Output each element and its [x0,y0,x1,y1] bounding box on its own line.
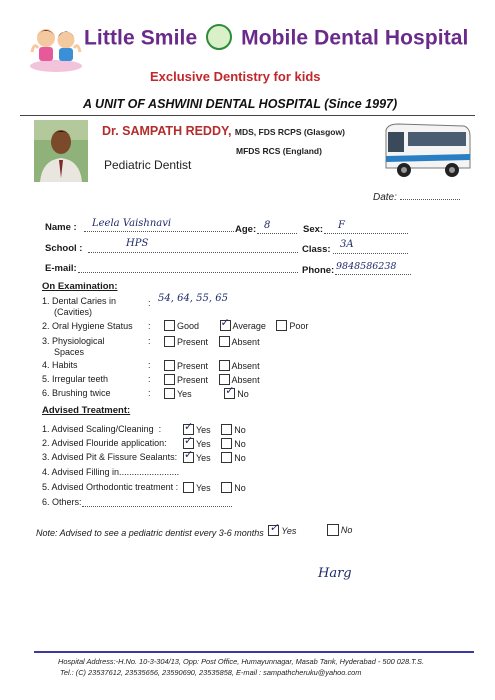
exam-label-2: (Cavities) [54,307,93,317]
option-present[interactable] [164,360,208,371]
doctor-quals2: MFDS RCS (England) [236,146,322,156]
exam-num: 6. [42,388,50,398]
option-label: Absent [231,374,260,385]
caries-value: 54, 64, 55, 65 [158,293,228,304]
email-label: E-mail: [45,263,77,274]
exam-label-2: Spaces [54,347,85,357]
class-field[interactable] [333,253,408,254]
treat-row-1 [42,424,161,434]
date-label-text: Date: [373,192,397,203]
checkbox-checked[interactable] [183,452,194,463]
checkbox[interactable] [221,424,232,435]
option-label: Present [177,360,209,371]
option-no[interactable] [221,424,246,435]
checkbox-checked[interactable] [268,525,279,536]
others-field[interactable] [82,506,232,507]
treat-row-6 [42,497,82,507]
date-field[interactable] [400,199,460,200]
checkbox[interactable] [221,452,232,463]
hospital-title [84,26,469,52]
bus-icon [380,120,472,182]
option-label: Yes [196,452,211,463]
name-value: Leela Vaishnavi [92,218,172,229]
colon: : [148,336,151,346]
school-label: School : [45,243,83,254]
exam-row-1 [42,296,116,306]
signature: Harg [318,566,352,581]
treat-options-1 [183,424,254,437]
exam-label: Irregular teeth [52,374,109,384]
exam-row-2 [42,321,133,331]
doctor-name-line [102,124,345,138]
treat-label: Others: [52,497,82,507]
checkbox[interactable] [164,336,175,347]
treat-num: 4. [42,467,50,477]
class-label: Class: [302,244,331,255]
colon: : [148,360,151,370]
checkbox[interactable] [164,320,175,331]
treat-num: 3. [42,452,50,462]
treat-options-2 [183,438,254,451]
footer-divider [34,651,474,653]
note-option-no[interactable] [327,524,353,536]
exam-row-3 [42,336,105,346]
doctor-quals: MDS, FDS RCPS (Glasgow) [234,127,345,137]
phone-field[interactable] [335,274,411,275]
option-label: No [234,438,246,449]
exam-label: Oral Hygiene Status [52,321,133,331]
habits-options [164,360,268,373]
option-present[interactable] [164,374,208,385]
checkbox[interactable] [221,438,232,449]
option-label: Yes [196,438,211,449]
checkbox[interactable] [219,336,230,347]
brushing-options [164,388,257,401]
age-label: Age: [235,224,257,235]
sex-value: F [338,220,345,231]
treatment-heading: Advised Treatment: [42,405,131,416]
kids-logo-icon [28,22,84,74]
option-label: No [234,452,246,463]
exam-row-5 [42,374,108,384]
option-label: Yes [196,482,211,493]
option-yes[interactable] [183,452,211,463]
treat-label: Advised Pit & Fissure Sealants: [51,452,178,462]
exam-num: 2. [42,321,50,331]
examination-heading: On Examination: [42,281,118,292]
treat-num: 1. [42,424,50,434]
checkbox[interactable] [221,482,232,493]
footer-address: Hospital Address:-H.No. 10-3-304/13, Opp: Post Office, Humayunnagar, Masab Tank, Hyderabad - 500 028.T.S. [58,657,425,666]
option-label: Poor [289,320,309,331]
title-part2: Mobile Dental Hospital [241,26,469,50]
exam-num: 1. [42,296,50,306]
hygiene-options [164,320,316,333]
option-present[interactable] [164,336,208,347]
treat-label: Advised Orthodontic treatment : [51,482,179,492]
option-absent[interactable] [219,360,260,371]
checkbox[interactable] [164,360,175,371]
note-line [36,524,360,538]
note-text: Note: Advised to see a pediatric dentist every 3-6 months [36,528,264,538]
school-field[interactable] [88,252,298,253]
checkbox-checked[interactable] [224,388,235,399]
subtitle: Exclusive Dentistry for kids [150,69,321,84]
sex-field[interactable] [324,233,408,234]
treat-row-3 [42,452,177,462]
option-good[interactable] [164,320,199,331]
exam-label: Brushing twice [52,388,111,398]
option-label: Present [177,374,209,385]
option-label: Present [177,336,209,347]
treat-row-5 [42,482,178,492]
exam-row-6 [42,388,111,398]
irregular-options [164,374,268,387]
age-field[interactable] [257,233,297,234]
treat-num: 6. [42,497,50,507]
doctor-name: Dr. SAMPATH REDDY, [102,124,232,138]
title-part1: Little Smile [84,26,198,50]
option-label: No [234,424,246,435]
header-divider [20,115,475,116]
checkbox[interactable] [327,524,339,536]
doctor-role: Pediatric Dentist [104,158,192,172]
option-label: Yes [196,424,211,435]
colon: : [148,298,151,308]
sex-label: Sex: [303,224,324,235]
option-label: Absent [231,336,260,347]
colon: : [148,374,151,384]
tooth-badge-icon [206,24,232,50]
name-label: Name : [45,222,77,233]
treat-label: Advised Flouride application: [51,438,167,448]
option-label: Absent [231,360,260,371]
exam-label: Dental Caries in [52,296,117,306]
option-average[interactable] [220,320,266,331]
option-no[interactable] [224,388,249,399]
option-no[interactable] [221,452,246,463]
exam-num: 5. [42,374,50,384]
colon: : [156,424,162,434]
option-label: Yes [281,525,297,536]
option-no[interactable] [221,482,246,493]
checkbox[interactable] [219,360,230,371]
option-label: Average [232,320,266,331]
spaces-options [164,336,268,349]
treat-options-3 [183,452,254,465]
phone-label: Phone: [302,265,335,276]
checkbox[interactable] [164,374,175,385]
treat-row-4 [42,467,179,477]
date-label [373,192,460,203]
class-value: 3A [340,239,354,250]
option-yes[interactable] [164,388,192,399]
treat-label: Advised Filling in........................ [51,467,180,477]
exam-num: 4. [42,360,50,370]
checkbox-checked[interactable] [220,320,231,331]
footer-contact: Tel.: (C) 23537612, 23535656, 23590690, 23535858, E-mail : sampathcheruku@yahoo.com [60,668,362,677]
treat-num: 5. [42,482,50,492]
name-field[interactable] [84,231,234,232]
note-option-yes[interactable] [268,525,296,536]
treat-num: 2. [42,438,50,448]
email-field[interactable] [78,272,298,273]
checkbox[interactable] [164,388,175,399]
option-poor[interactable] [276,320,308,331]
checkbox[interactable] [276,320,287,331]
exam-label: Physiological [52,336,105,346]
exam-row-4 [42,360,78,370]
option-label: No [234,482,246,493]
option-label: No [340,525,353,535]
option-yes[interactable] [183,482,211,493]
school-value: HPS [126,238,149,249]
doctor-photo [34,120,88,182]
treat-options-5 [183,482,254,495]
treat-label: Advised Scaling/Cleaning [51,424,154,434]
option-absent[interactable] [219,336,260,347]
colon: : [148,388,151,398]
treat-row-2 [42,438,167,448]
checkbox[interactable] [183,482,194,493]
age-value: 8 [264,220,271,231]
exam-num: 3. [42,336,50,346]
option-label: Good [177,320,200,331]
option-no[interactable] [221,438,246,449]
option-label: Yes [177,388,192,399]
phone-value: 9848586238 [336,261,397,272]
exam-label: Habits [52,360,78,370]
option-label: No [237,388,249,399]
colon: : [148,321,151,331]
unit-line: A UNIT OF ASHWINI DENTAL HOSPITAL (Since 1997) [83,97,398,111]
